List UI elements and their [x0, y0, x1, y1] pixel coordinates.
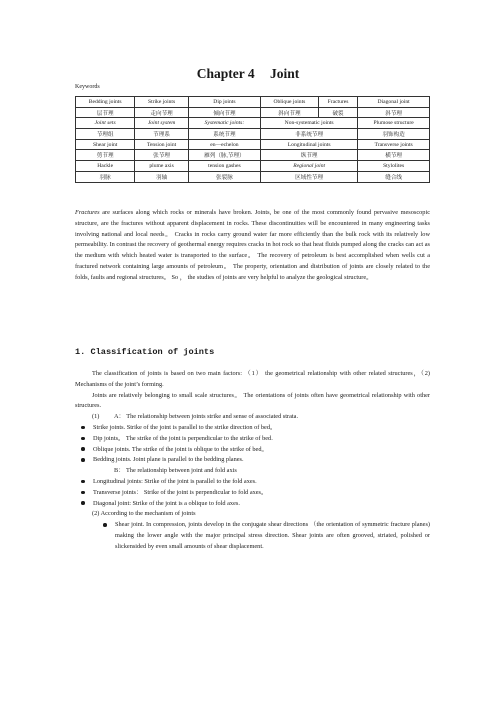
bullet-text: Transverse joints： Strike of the joint is perpendicular to fold axes。 — [93, 488, 268, 496]
paragraph: The classification of joints is based on two main factors: （1） the geometrical relationship with other related structures，（2) Mechanisms of the joint’s forming. — [75, 370, 430, 388]
paragraph: Joints are relatively belonging to small scale structures。 The orientations of joints often have geometrical relationship with other structures. — [75, 391, 430, 410]
keyword-cell: 张节理 — [135, 150, 189, 161]
keyword-cell: 倾向节理 — [188, 107, 260, 118]
keyword-cell: 区域性节理 — [261, 171, 358, 182]
chapter-title — [0, 66, 496, 82]
keyword-cell: Hackle — [76, 161, 135, 172]
keyword-cell: 节理系 — [135, 129, 189, 140]
keywords-row — [76, 161, 430, 172]
keywords-table — [75, 96, 430, 183]
keywords-row — [76, 129, 430, 140]
keyword-cell: Longitudinal joints — [261, 139, 358, 150]
intro-paragraph — [75, 208, 430, 284]
keyword-cell: 羽饰构造 — [358, 129, 430, 140]
bullet-text: Bedding joints. Joint plane is parallel to the bedding planes. — [93, 456, 244, 464]
keywords-row — [76, 97, 430, 108]
keyword-cell: Plumose structure — [358, 118, 430, 129]
keyword-cell: 纵节理 — [261, 150, 358, 161]
intro-text: are surfaces along which rocks or minerals have broken. Joints, be one of the most commonly found pervasive mesoscopic structure, are the fractures without apparent displacement in rocks. These discontinuities will be encountered in many engineering tasks involving national and local needs。 Cracks in rocks carry ground water far more efficiently than the bulk rock with its relatively low permeability. In contrast the recovery of geothermal energy requires cracks in hot rock so that heat fluids pumped along the cracks can act as the medium with which heated water is transported to the surface。 The recovery of petroleum is best accomplished when wells cut a fractured network containing large amounts of petroleum。 The property, orientation and distribution of joints are closely related to the folds, faults and regional structures。 So ， the studies of joints are very helpful to analyze the geological structure。 — [75, 209, 430, 281]
keywords-row — [76, 107, 430, 118]
keyword-cell: tension gashes — [188, 161, 260, 172]
keyword-cell: 层节理 — [76, 107, 135, 118]
keyword-cell: 张裂脉 — [188, 171, 260, 182]
keywords-row — [76, 118, 430, 129]
list-item — [75, 412, 430, 423]
keyword-cell: Joint sets — [76, 118, 135, 129]
bullet-dot — [75, 455, 93, 466]
bullet-dot — [75, 499, 93, 510]
bullet-item — [75, 477, 430, 488]
bullet-text: Shear joint. In compression, joints develop in the conjugate shear directions （the orientation of symmetric fracture planes) making the lower angle with the major principal stress direction. Shear joints are often grooved, striated, polished or slickensided by even small amounts of shear displacement. — [115, 521, 430, 550]
bullet-list — [75, 423, 430, 466]
list-number: (1) — [92, 413, 100, 421]
keyword-cell: Oblique joints — [261, 97, 319, 108]
keyword-cell: Shear joint — [76, 139, 135, 150]
bullet-text: Oblique joints. The strike of the joint is oblique to the strike of bed。 — [93, 445, 268, 453]
keyword-cell: Transverse joints — [358, 139, 430, 150]
keywords-row — [76, 150, 430, 161]
keyword-cell: Joint system — [135, 118, 189, 129]
keyword-cell: 系统节理 — [188, 129, 260, 140]
bullet-list — [75, 477, 430, 509]
keyword-cell: Stylolites — [358, 161, 430, 172]
keywords-row — [76, 171, 430, 182]
keyword-cell: 横节理 — [358, 150, 430, 161]
section-heading: 1. Classification of joints — [75, 347, 215, 357]
bullet-item — [75, 445, 430, 456]
keyword-cell: Non-systematic joints — [261, 118, 358, 129]
bullet-dot — [75, 477, 93, 488]
keyword-cell: plume axis — [135, 161, 189, 172]
sub-heading: B： The relationship between joint and fold axis — [114, 467, 237, 475]
bullet-dot — [75, 488, 93, 499]
keyword-cell: 破裂 — [318, 107, 357, 118]
keyword-cell: Regional joint — [261, 161, 358, 172]
keyword-cell: 羽轴 — [135, 171, 189, 182]
list-item: (2) According to the mechanism of joints — [92, 510, 196, 518]
keyword-cell: Tension joint — [135, 139, 189, 150]
bullet-item — [75, 423, 430, 434]
keyword-cell: Strike joints — [135, 97, 189, 108]
keyword-cell: 走向节理 — [135, 107, 189, 118]
keyword-cell: Diagonal joint — [358, 97, 430, 108]
keywords-label: Keywords — [75, 84, 100, 90]
section-body — [75, 369, 430, 553]
keywords-row — [76, 139, 430, 150]
keyword-cell: Bedding joints — [76, 97, 135, 108]
bullet-dot — [75, 445, 93, 456]
keyword-cell: 斜节理 — [358, 107, 430, 118]
bullet-item — [75, 520, 430, 552]
chapter-name: Joint — [270, 66, 300, 81]
bullet-text: Strike joints. Strike of the joint is parallel to the strike direction of bed。 — [93, 423, 277, 431]
keyword-cell: 雁列（脉,节理） — [188, 150, 260, 161]
keyword-cell: 斜向节理 — [261, 107, 319, 118]
keyword-cell: Systematic joints: — [188, 118, 260, 129]
bullet-text: Dip joints。 The strike of the joint is perpendicular to the strike of bed. — [93, 434, 273, 442]
list-text: A： The relationship between joints strike and sense of associated strata. — [114, 413, 299, 421]
bullet-item — [75, 499, 430, 510]
bullet-text: Longitudinal joints: Strike of the joint is parallel to the fold axes. — [93, 477, 257, 485]
intro-lead-term: Fractures — [75, 209, 100, 216]
bullet-dot — [75, 434, 93, 445]
bullet-item — [75, 434, 430, 445]
keyword-cell: Fractures — [318, 97, 357, 108]
bullet-item — [75, 488, 430, 499]
bullet-text: Diagonal joint: Strike of the joint is a oblique to fold axes. — [93, 499, 240, 507]
keyword-cell: 缝合线 — [358, 171, 430, 182]
bullet-dot — [75, 423, 93, 434]
bullet-dot — [97, 520, 115, 552]
keyword-cell: 羽脉 — [76, 171, 135, 182]
keyword-cell: en—echelon — [188, 139, 260, 150]
keyword-cell: 节理组 — [76, 129, 135, 140]
chapter-number: Chapter 4 — [196, 66, 255, 81]
keyword-cell: 剪节理 — [76, 150, 135, 161]
keyword-cell: Dip joints — [188, 97, 260, 108]
keyword-cell: 非系统节理 — [261, 129, 358, 140]
bullet-item — [75, 455, 430, 466]
